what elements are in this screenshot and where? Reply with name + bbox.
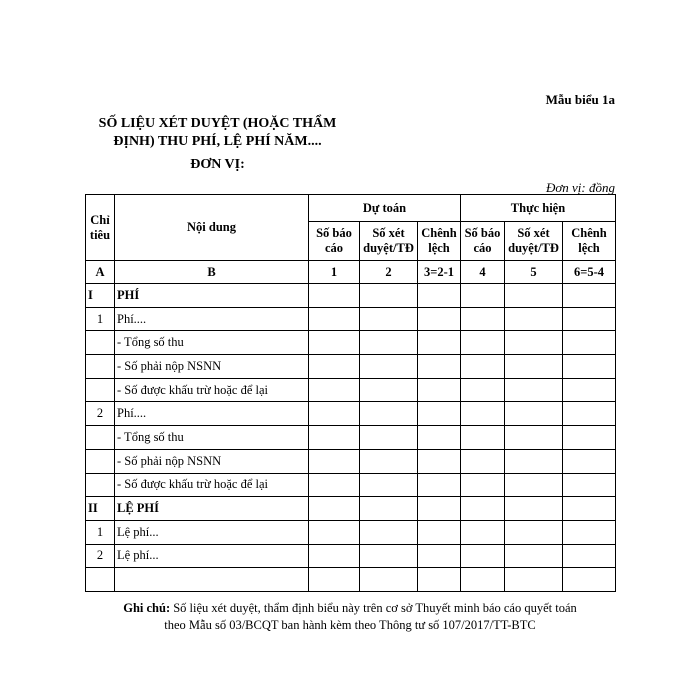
footnote-text-1: Số liệu xét duyệt, thẩm định biểu này trên cơ sở Thuyết minh báo cáo quyết toán (170, 601, 577, 615)
value-cell (461, 378, 505, 402)
value-cell (563, 355, 616, 379)
value-cell (418, 544, 461, 568)
data-table (85, 194, 616, 592)
value-cell (461, 284, 505, 308)
value-cell (418, 497, 461, 521)
header-so-bao-cao: Số báo cáo (461, 222, 505, 261)
value-cell (563, 307, 616, 331)
header-chenh-lech: Chênh lệch (563, 222, 616, 261)
row-index: 2 (86, 544, 115, 568)
value-cell (360, 355, 418, 379)
column-code: 1 (309, 261, 360, 284)
row-content: Phí.... (115, 402, 309, 426)
value-cell (418, 568, 461, 592)
value-cell (563, 497, 616, 521)
table-row (86, 497, 616, 521)
row-index: 1 (86, 307, 115, 331)
value-cell (505, 331, 563, 355)
table-row (86, 355, 616, 379)
header-du-toan: Dự toán (309, 195, 461, 222)
value-cell (461, 520, 505, 544)
value-cell (418, 402, 461, 426)
title-line-1: SỐ LIỆU XÉT DUYỆT (HOẶC THẨM (98, 116, 337, 131)
table-row (86, 568, 616, 592)
value-cell (418, 426, 461, 450)
value-cell (418, 331, 461, 355)
value-cell (360, 378, 418, 402)
value-cell (461, 426, 505, 450)
row-index: 1 (86, 520, 115, 544)
row-index: II (86, 497, 115, 521)
value-cell (461, 307, 505, 331)
value-cell (418, 355, 461, 379)
value-cell (563, 284, 616, 308)
value-cell (418, 449, 461, 473)
value-cell (309, 378, 360, 402)
value-cell (563, 378, 616, 402)
table-row (86, 402, 616, 426)
table-row (86, 426, 616, 450)
value-cell (505, 307, 563, 331)
table-row (86, 284, 616, 308)
table-row (86, 331, 616, 355)
row-content: - Số phải nộp NSNN (115, 449, 309, 473)
row-index (86, 426, 115, 450)
table-row (86, 473, 616, 497)
table-row (86, 449, 616, 473)
value-cell (360, 402, 418, 426)
value-cell (309, 497, 360, 521)
value-cell (505, 544, 563, 568)
value-cell (505, 497, 563, 521)
row-index (86, 473, 115, 497)
value-cell (309, 331, 360, 355)
value-cell (360, 307, 418, 331)
form-code: Mẫu biểu 1a (545, 92, 615, 107)
value-cell (360, 331, 418, 355)
row-content: - Tổng số thu (115, 331, 309, 355)
value-cell (461, 449, 505, 473)
value-cell (505, 355, 563, 379)
value-cell (418, 520, 461, 544)
value-cell (309, 402, 360, 426)
value-cell (360, 568, 418, 592)
value-cell (563, 568, 616, 592)
row-content: - Số được khấu trừ hoặc để lại (115, 473, 309, 497)
row-index: 2 (86, 402, 115, 426)
value-cell (505, 473, 563, 497)
row-content: Lệ phí... (115, 520, 309, 544)
header-noi-dung: Nội dung (115, 195, 309, 261)
column-code: 5 (505, 261, 563, 284)
value-cell (505, 426, 563, 450)
column-code: 4 (461, 261, 505, 284)
value-cell (309, 544, 360, 568)
row-content: - Số phải nộp NSNN (115, 355, 309, 379)
row-index: I (86, 284, 115, 308)
column-code: 3=2-1 (418, 261, 461, 284)
header-so-xet-duyet: Số xét duyệt/TĐ (505, 222, 563, 261)
value-cell (563, 544, 616, 568)
value-cell (461, 402, 505, 426)
value-cell (461, 544, 505, 568)
value-cell (563, 449, 616, 473)
row-index (86, 449, 115, 473)
column-code: A (86, 261, 115, 284)
table-row (86, 378, 616, 402)
value-cell (418, 307, 461, 331)
document-title (85, 115, 350, 151)
table-row (86, 520, 616, 544)
row-content: Lệ phí... (115, 544, 309, 568)
value-cell (309, 568, 360, 592)
value-cell (360, 284, 418, 308)
value-cell (505, 568, 563, 592)
value-cell (461, 355, 505, 379)
footnote (85, 600, 615, 634)
value-cell (309, 473, 360, 497)
row-index (86, 378, 115, 402)
value-cell (309, 520, 360, 544)
value-cell (505, 520, 563, 544)
value-cell (360, 520, 418, 544)
value-cell (505, 378, 563, 402)
table-row (86, 307, 616, 331)
row-content: Phí.... (115, 307, 309, 331)
value-cell (360, 544, 418, 568)
row-content: PHÍ (115, 284, 309, 308)
row-index (86, 331, 115, 355)
value-cell (505, 284, 563, 308)
header-thuc-hien: Thực hiện (461, 195, 616, 222)
value-cell (563, 520, 616, 544)
footnote-label: Ghi chú: (123, 601, 171, 615)
title-line-2: ĐỊNH) THU PHÍ, LỆ PHÍ NĂM.... (113, 134, 322, 149)
row-content: - Số được khấu trừ hoặc để lại (115, 378, 309, 402)
value-cell (505, 402, 563, 426)
value-cell (360, 497, 418, 521)
value-cell (563, 473, 616, 497)
value-cell (418, 284, 461, 308)
value-cell (309, 355, 360, 379)
row-index (86, 355, 115, 379)
header-so-bao-cao: Số báo cáo (309, 222, 360, 261)
column-code: B (115, 261, 309, 284)
value-cell (418, 378, 461, 402)
footnote-text-2: theo Mẫu số 03/BCQT ban hành kèm theo Thông tư số 107/2017/TT-BTC (164, 618, 536, 632)
value-cell (360, 426, 418, 450)
column-code: 2 (360, 261, 418, 284)
column-code-row (86, 261, 616, 284)
value-cell (360, 449, 418, 473)
row-index (86, 568, 115, 592)
header-chenh-lech: Chênh lệch (418, 222, 461, 261)
value-cell (563, 426, 616, 450)
value-cell (309, 307, 360, 331)
value-cell (309, 449, 360, 473)
value-cell (309, 284, 360, 308)
value-cell (563, 331, 616, 355)
value-cell (461, 497, 505, 521)
value-cell (505, 449, 563, 473)
value-cell (360, 473, 418, 497)
row-content: - Tổng số thu (115, 426, 309, 450)
value-cell (461, 331, 505, 355)
row-content: LỆ PHÍ (115, 497, 309, 521)
value-cell (563, 402, 616, 426)
header-chi-tieu: Chỉ tiêu (86, 195, 115, 261)
table-row (86, 544, 616, 568)
value-cell (461, 568, 505, 592)
value-cell (461, 473, 505, 497)
unit-label: ĐƠN VỊ: (190, 157, 245, 172)
value-cell (309, 426, 360, 450)
currency-unit: Đơn vị: đồng (545, 180, 615, 195)
header-so-xet-duyet: Số xét duyệt/TĐ (360, 222, 418, 261)
column-code: 6=5-4 (563, 261, 616, 284)
row-content (115, 568, 309, 592)
value-cell (418, 473, 461, 497)
